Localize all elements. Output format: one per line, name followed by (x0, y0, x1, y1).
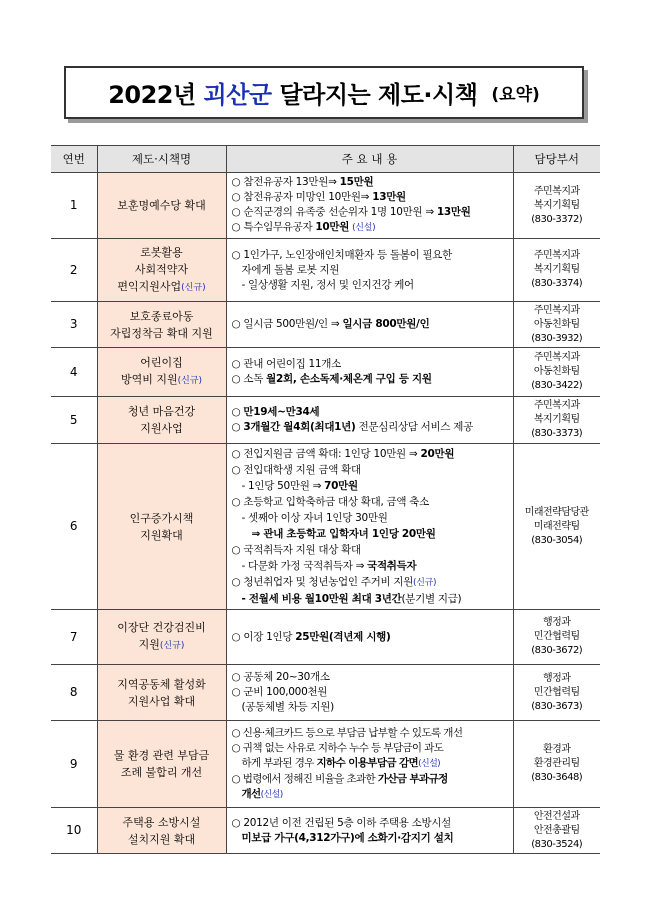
title-box (64, 66, 584, 119)
dept-name: 안전건설과 (533, 810, 580, 822)
row-no: 10 (51, 808, 97, 854)
dept-phone: (830-3673) (531, 700, 583, 712)
policy-name-line: 지원사업 확대 (127, 694, 196, 708)
policy-name-line: 이장단 건강검진비 (117, 621, 206, 634)
content-bold: 13만원 (436, 206, 471, 218)
new-tag: (신설) (352, 223, 376, 233)
dept-name: 미래전략담당관 (524, 506, 589, 518)
dept-cell (513, 721, 600, 808)
dept-name: 주민복지과 (533, 304, 580, 316)
policy-name (97, 239, 226, 302)
content-text: - 다문화 가정 국적취득자 ⇒ (241, 560, 368, 572)
content-text: ○ 전입지원금 금액 확대: 1인당 10만원 ⇒ (231, 448, 421, 460)
policy-name-line: 자립정착금 확대 지원 (110, 326, 213, 340)
dept-name: 주민복지과 (533, 185, 580, 197)
dept-cell (513, 665, 600, 721)
policy-content (226, 665, 513, 721)
content-text: ○ 전입대학생 지원 금액 확대 (231, 464, 361, 476)
content-bold: 가산금 부과규정 (377, 772, 448, 785)
dept-cell (513, 173, 600, 239)
policy-name-line: 지원사업 (140, 422, 183, 435)
dept-team: 아동친화팀 (533, 318, 580, 330)
dept-cell (513, 610, 600, 665)
row-no: 7 (51, 610, 97, 665)
content-text: (분기별 지급) (401, 593, 462, 605)
header-name: 제도·시책명 (97, 146, 226, 173)
dept-name: 주민복지과 (533, 352, 580, 363)
content-text: ○ 소독 (231, 373, 267, 385)
dept-phone: (830-3054) (531, 534, 583, 546)
new-tag: (신규) (181, 282, 206, 293)
content-bold: 일시금 800만원/인 (342, 318, 430, 330)
content-text: 자에게 돌봄 로봇 지원 (241, 263, 340, 276)
content-bold: 3개월간 월4회(최대1년) (243, 421, 356, 433)
dept-cell (513, 444, 600, 610)
content-text: ○ 이장 1인당 (231, 630, 296, 643)
policy-name-line: 지원 (138, 638, 160, 651)
content-bold: 만19세~만34세 (243, 406, 320, 418)
content-bold: 월2회, 손소독제·체온계 구입 등 지원 (266, 373, 432, 385)
content-bold: 미보급 가구(4,312가구)에 소화기·감지기 설치 (241, 831, 454, 844)
policy-name-line: 지역공동체 활성화 (117, 677, 206, 691)
row-no: 2 (51, 239, 97, 302)
title-year: 2022년 (108, 81, 196, 109)
content-bold: 10만원 (315, 221, 350, 233)
policy-name-line: 어린이집 (140, 356, 183, 369)
content-text: ○ 특수임무유공자 (231, 221, 316, 233)
title-sub: (요약) (491, 85, 540, 105)
content-bold: 15만원 (339, 176, 374, 188)
policy-name (97, 348, 226, 397)
content-text: ○ 청년취업자 및 청년농업인 주거비 지원 (231, 576, 414, 588)
policy-name (97, 808, 226, 854)
policy-name-line: 조례 불합리 개선 (120, 766, 203, 779)
dept-team: 민간협력팀 (533, 686, 580, 698)
content-text: ○ 1인가구, 노인장애인치매환자 등 돌봄이 필요한 (231, 248, 452, 261)
content-text: (공동체별 차등 지원) (241, 701, 334, 713)
table-row (51, 721, 600, 808)
content-text: ○ 법령에서 정해진 비율을 초과한 (231, 772, 378, 785)
header-no: 연번 (51, 146, 97, 173)
page-title (108, 75, 477, 110)
dept-team: 복지기획팀 (533, 199, 580, 211)
table-row (51, 397, 600, 444)
dept-team: 복지기획팀 (533, 414, 580, 425)
content-text: ○ 2012년 이전 건립된 5층 이하 주택용 소방시설 (231, 816, 452, 829)
policy-content (226, 302, 513, 348)
table-row (51, 665, 600, 721)
content-bold: 국적취득자 (367, 560, 417, 572)
policy-name-line: 편익지원사업 (117, 279, 182, 293)
policy-name (97, 173, 226, 239)
content-text: ○ 참전유공자 13만원⇒ (231, 176, 340, 188)
policy-name-line: 로봇활용 (140, 245, 183, 259)
dept-cell (513, 302, 600, 348)
dept-name: 환경과 (543, 744, 571, 755)
content-bold: ⇒ 관내 초등학교 입학자녀 1인당 20만원 (251, 528, 436, 540)
row-no: 5 (51, 397, 97, 444)
table-row (51, 348, 600, 397)
content-text: - 셋째아 이상 자녀 1인당 30만원 (241, 512, 388, 524)
row-no: 1 (51, 173, 97, 239)
dept-cell (513, 239, 600, 302)
new-tag: (신설) (418, 758, 441, 769)
dept-name: 주민복지과 (533, 250, 580, 261)
policy-name-line: 주택용 소방시설 (122, 815, 201, 829)
new-tag: (신규) (159, 641, 185, 651)
content-text: ○ 관내 어린이집 11개소 (231, 358, 341, 370)
dept-team: 아동친화팀 (533, 366, 580, 377)
content-text: ○ 초등학교 입학축하금 대상 확대, 금액 축소 (231, 496, 429, 508)
content-text: ○ 신용·체크카드 등으로 부담금 납부할 수 있도록 개선 (231, 726, 463, 739)
policy-content (226, 808, 513, 854)
row-no: 3 (51, 302, 97, 348)
title-rest: 달라지는 제도·시책 (279, 81, 478, 109)
content-text: ○ 참전유공자 미망인 10만원⇒ (231, 191, 373, 203)
content-bold: 25만원(격년제 시행) (295, 630, 391, 643)
content-text: 전문심리상담 서비스 제공 (355, 421, 473, 433)
content-text: - 1인당 50만원 ⇒ (241, 480, 325, 492)
content-text: ○ 귀책 없는 사유로 지하수 누수 등 부담금이 과도 (231, 741, 444, 754)
policy-name-line: 물 환경 관련 부담금 (113, 749, 210, 762)
dept-phone: (830-3372) (531, 213, 583, 225)
content-text: - 일상생활 지원, 정서 및 인지건강 케어 (241, 278, 414, 291)
policy-name-line: 방역비 지원 (120, 373, 178, 386)
row-no: 6 (51, 444, 97, 610)
table-row (51, 808, 600, 854)
content-text: ○ 공동체 20~30개소 (231, 671, 330, 683)
policy-name-line: 청년 마음건강 (127, 405, 196, 418)
policy-name (97, 397, 226, 444)
row-no: 9 (51, 721, 97, 808)
new-tag: (신규) (177, 376, 203, 386)
policy-content (226, 721, 513, 808)
table-row (51, 610, 600, 665)
dept-team: 미래전략팀 (533, 520, 580, 532)
policy-name-line: 사회적약자 (134, 262, 189, 276)
dept-cell (513, 808, 600, 854)
policy-content (226, 239, 513, 302)
table-row (51, 444, 600, 610)
policy-name-line: 보호종료아동 (129, 309, 194, 323)
policy-name (97, 721, 226, 808)
policy-content (226, 348, 513, 397)
dept-team: 환경관리팀 (533, 758, 580, 769)
dept-phone: (830-3373) (531, 428, 583, 439)
policy-name-line: 인구증가시책 (129, 511, 194, 525)
header-dept: 담당부서 (513, 146, 600, 173)
content-bold: 20만원 (420, 448, 455, 460)
content-text: ○ 국적취득자 지원 대상 확대 (231, 544, 361, 556)
policy-content (226, 610, 513, 665)
content-bold: 13만원 (372, 191, 406, 203)
header-content: 주 요 내 용 (226, 146, 513, 173)
table-header-row (51, 146, 600, 173)
dept-name: 행정과 (543, 617, 571, 628)
content-text: ○ 일시금 500만원/인 ⇒ (231, 318, 343, 330)
policy-content (226, 173, 513, 239)
dept-team: 복지기획팀 (533, 264, 580, 275)
dept-phone: (830-3648) (531, 772, 583, 783)
row-no: 8 (51, 665, 97, 721)
content-bold: 개선 (241, 787, 261, 800)
dept-team: 안전총괄팀 (533, 824, 580, 836)
title-county: 괴산군 (203, 81, 272, 109)
content-text: 하게 부과된 경우 (241, 756, 317, 769)
content-text: ○ (231, 406, 244, 418)
dept-team: 민간협력팀 (533, 631, 580, 642)
dept-name: 주민복지과 (533, 400, 580, 411)
policy-content (226, 397, 513, 444)
dept-phone: (830-3672) (531, 645, 583, 656)
dept-cell (513, 348, 600, 397)
policy-name-line: 설치지원 확대 (127, 832, 196, 846)
dept-phone: (830-3524) (531, 838, 583, 850)
table-row (51, 239, 600, 302)
content-text: ○ 군비 100,000천원 (231, 686, 328, 698)
policy-name-line: 보훈명예수당 확대 (117, 199, 206, 212)
policy-content (226, 444, 513, 610)
content-bold: - 전월세 비용 월10만원 최대 3년간 (241, 593, 402, 605)
dept-phone: (830-3932) (531, 332, 583, 344)
content-text: ○ (231, 421, 244, 433)
table-row (51, 173, 600, 239)
policy-name (97, 665, 226, 721)
row-no: 4 (51, 348, 97, 397)
policy-name (97, 444, 226, 610)
table-row (51, 302, 600, 348)
dept-cell (513, 397, 600, 444)
dept-name: 행정과 (543, 672, 571, 684)
dept-phone: (830-3422) (531, 380, 583, 391)
content-text: ○ 순직군경의 유족중 선순위자 1명 10만원 ⇒ (231, 206, 437, 218)
new-tag: (신규) (413, 578, 437, 588)
new-tag: (신설) (260, 789, 283, 800)
content-bold: 지하수 이용부담금 감면 (316, 756, 419, 769)
content-bold: 70만원 (324, 480, 358, 492)
policy-name (97, 610, 226, 665)
dept-phone: (830-3374) (531, 278, 583, 289)
policy-name (97, 302, 226, 348)
policy-table (51, 145, 600, 854)
policy-name-line: 지원확대 (140, 528, 183, 542)
